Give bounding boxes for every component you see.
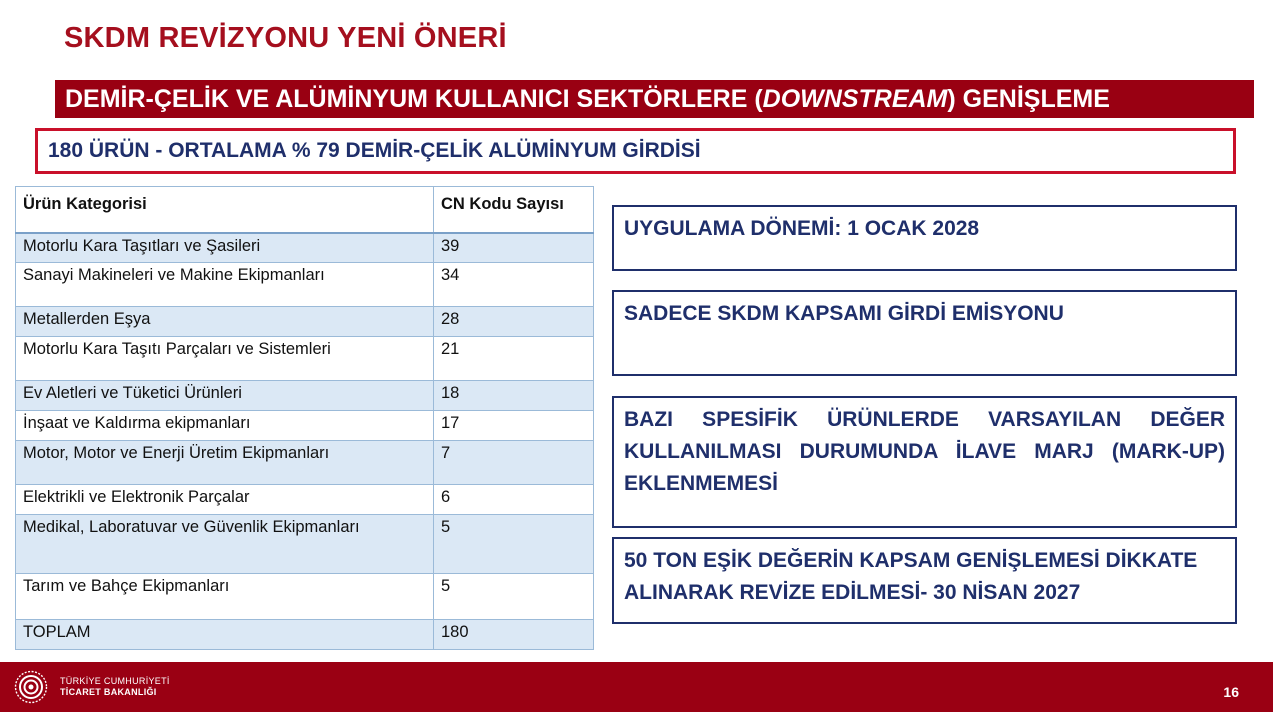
total-count-cell: 180	[434, 620, 594, 650]
count-cell: 39	[434, 233, 594, 263]
category-cell: Motorlu Kara Taşıtı Parçaları ve Sistemleri	[16, 337, 434, 381]
table-row	[16, 337, 594, 381]
category-cell: Medikal, Laboratuvar ve Güvenlik Ekipmanları	[16, 515, 434, 574]
count-cell: 34	[434, 263, 594, 307]
column-header-cn-count: CN Kodu Sayısı	[434, 187, 594, 233]
section-banner	[55, 80, 1254, 118]
count-cell: 18	[434, 381, 594, 411]
count-cell: 7	[434, 441, 594, 485]
banner-text-italic: DOWNSTREAM	[762, 85, 948, 113]
count-cell: 5	[434, 574, 594, 620]
banner-text-end: ) GENİŞLEME	[947, 85, 1110, 113]
table-row	[16, 441, 594, 485]
count-cell: 6	[434, 485, 594, 515]
category-cell: Elektrikli ve Elektronik Parçalar	[16, 485, 434, 515]
category-cell: Motor, Motor ve Enerji Üretim Ekipmanları	[16, 441, 434, 485]
banner-text-start: DEMİR-ÇELİK VE ALÜMİNYUM KULLANICI SEKTÖRLERE (	[65, 85, 763, 113]
ministry-name-line1: TÜRKİYE CUMHURİYETİ	[60, 676, 170, 686]
table-row	[16, 515, 594, 574]
info-box-implementation-date: UYGULAMA DÖNEMİ: 1 OCAK 2028	[612, 205, 1237, 271]
category-cell: Metallerden Eşya	[16, 307, 434, 337]
table-row	[16, 263, 594, 307]
table-row	[16, 307, 594, 337]
category-cell: Tarım ve Bahçe Ekipmanları	[16, 574, 434, 620]
table-row	[16, 381, 594, 411]
product-category-table	[15, 186, 594, 650]
table-total-row	[16, 620, 594, 650]
info-box-scope-emission: SADECE SKDM KAPSAMI GİRDİ EMİSYONU	[612, 290, 1237, 376]
total-label-cell: TOPLAM	[16, 620, 434, 650]
page-number: 16	[1223, 684, 1239, 700]
ministry-logo-icon	[14, 670, 48, 704]
info-box-threshold: 50 TON EŞİK DEĞERİN KAPSAM GENİŞLEMESİ DİKKATE ALINARAK REVİZE EDİLMESİ- 30 NİSAN 2027	[612, 537, 1237, 624]
ministry-name	[60, 676, 170, 698]
count-cell: 5	[434, 515, 594, 574]
page-title: SKDM REVİZYONU YENİ ÖNERİ	[64, 22, 507, 54]
table-row	[16, 233, 594, 263]
ministry-name-line2: TİCARET BAKANLIĞI	[60, 687, 157, 697]
count-cell: 28	[434, 307, 594, 337]
info-box-markup: BAZI SPESİFİK ÜRÜNLERDE VARSAYILAN DEĞER KULLANILMASI DURUMUNDA İLAVE MARJ (MARK-UP) EKLENMEMESİ	[612, 396, 1237, 528]
product-summary-box: 180 ÜRÜN - ORTALAMA % 79 DEMİR-ÇELİK ALÜMİNYUM GİRDİSİ	[35, 128, 1236, 174]
footer-bar	[0, 662, 1273, 712]
table-row	[16, 485, 594, 515]
column-header-category: Ürün Kategorisi	[16, 187, 434, 233]
category-cell: Motorlu Kara Taşıtları ve Şasileri	[16, 233, 434, 263]
table-header-row	[16, 187, 594, 233]
category-cell: İnşaat ve Kaldırma ekipmanları	[16, 411, 434, 441]
count-cell: 17	[434, 411, 594, 441]
count-cell: 21	[434, 337, 594, 381]
table-row	[16, 411, 594, 441]
category-cell: Ev Aletleri ve Tüketici Ürünleri	[16, 381, 434, 411]
category-cell: Sanayi Makineleri ve Makine Ekipmanları	[16, 263, 434, 307]
table-row	[16, 574, 594, 620]
